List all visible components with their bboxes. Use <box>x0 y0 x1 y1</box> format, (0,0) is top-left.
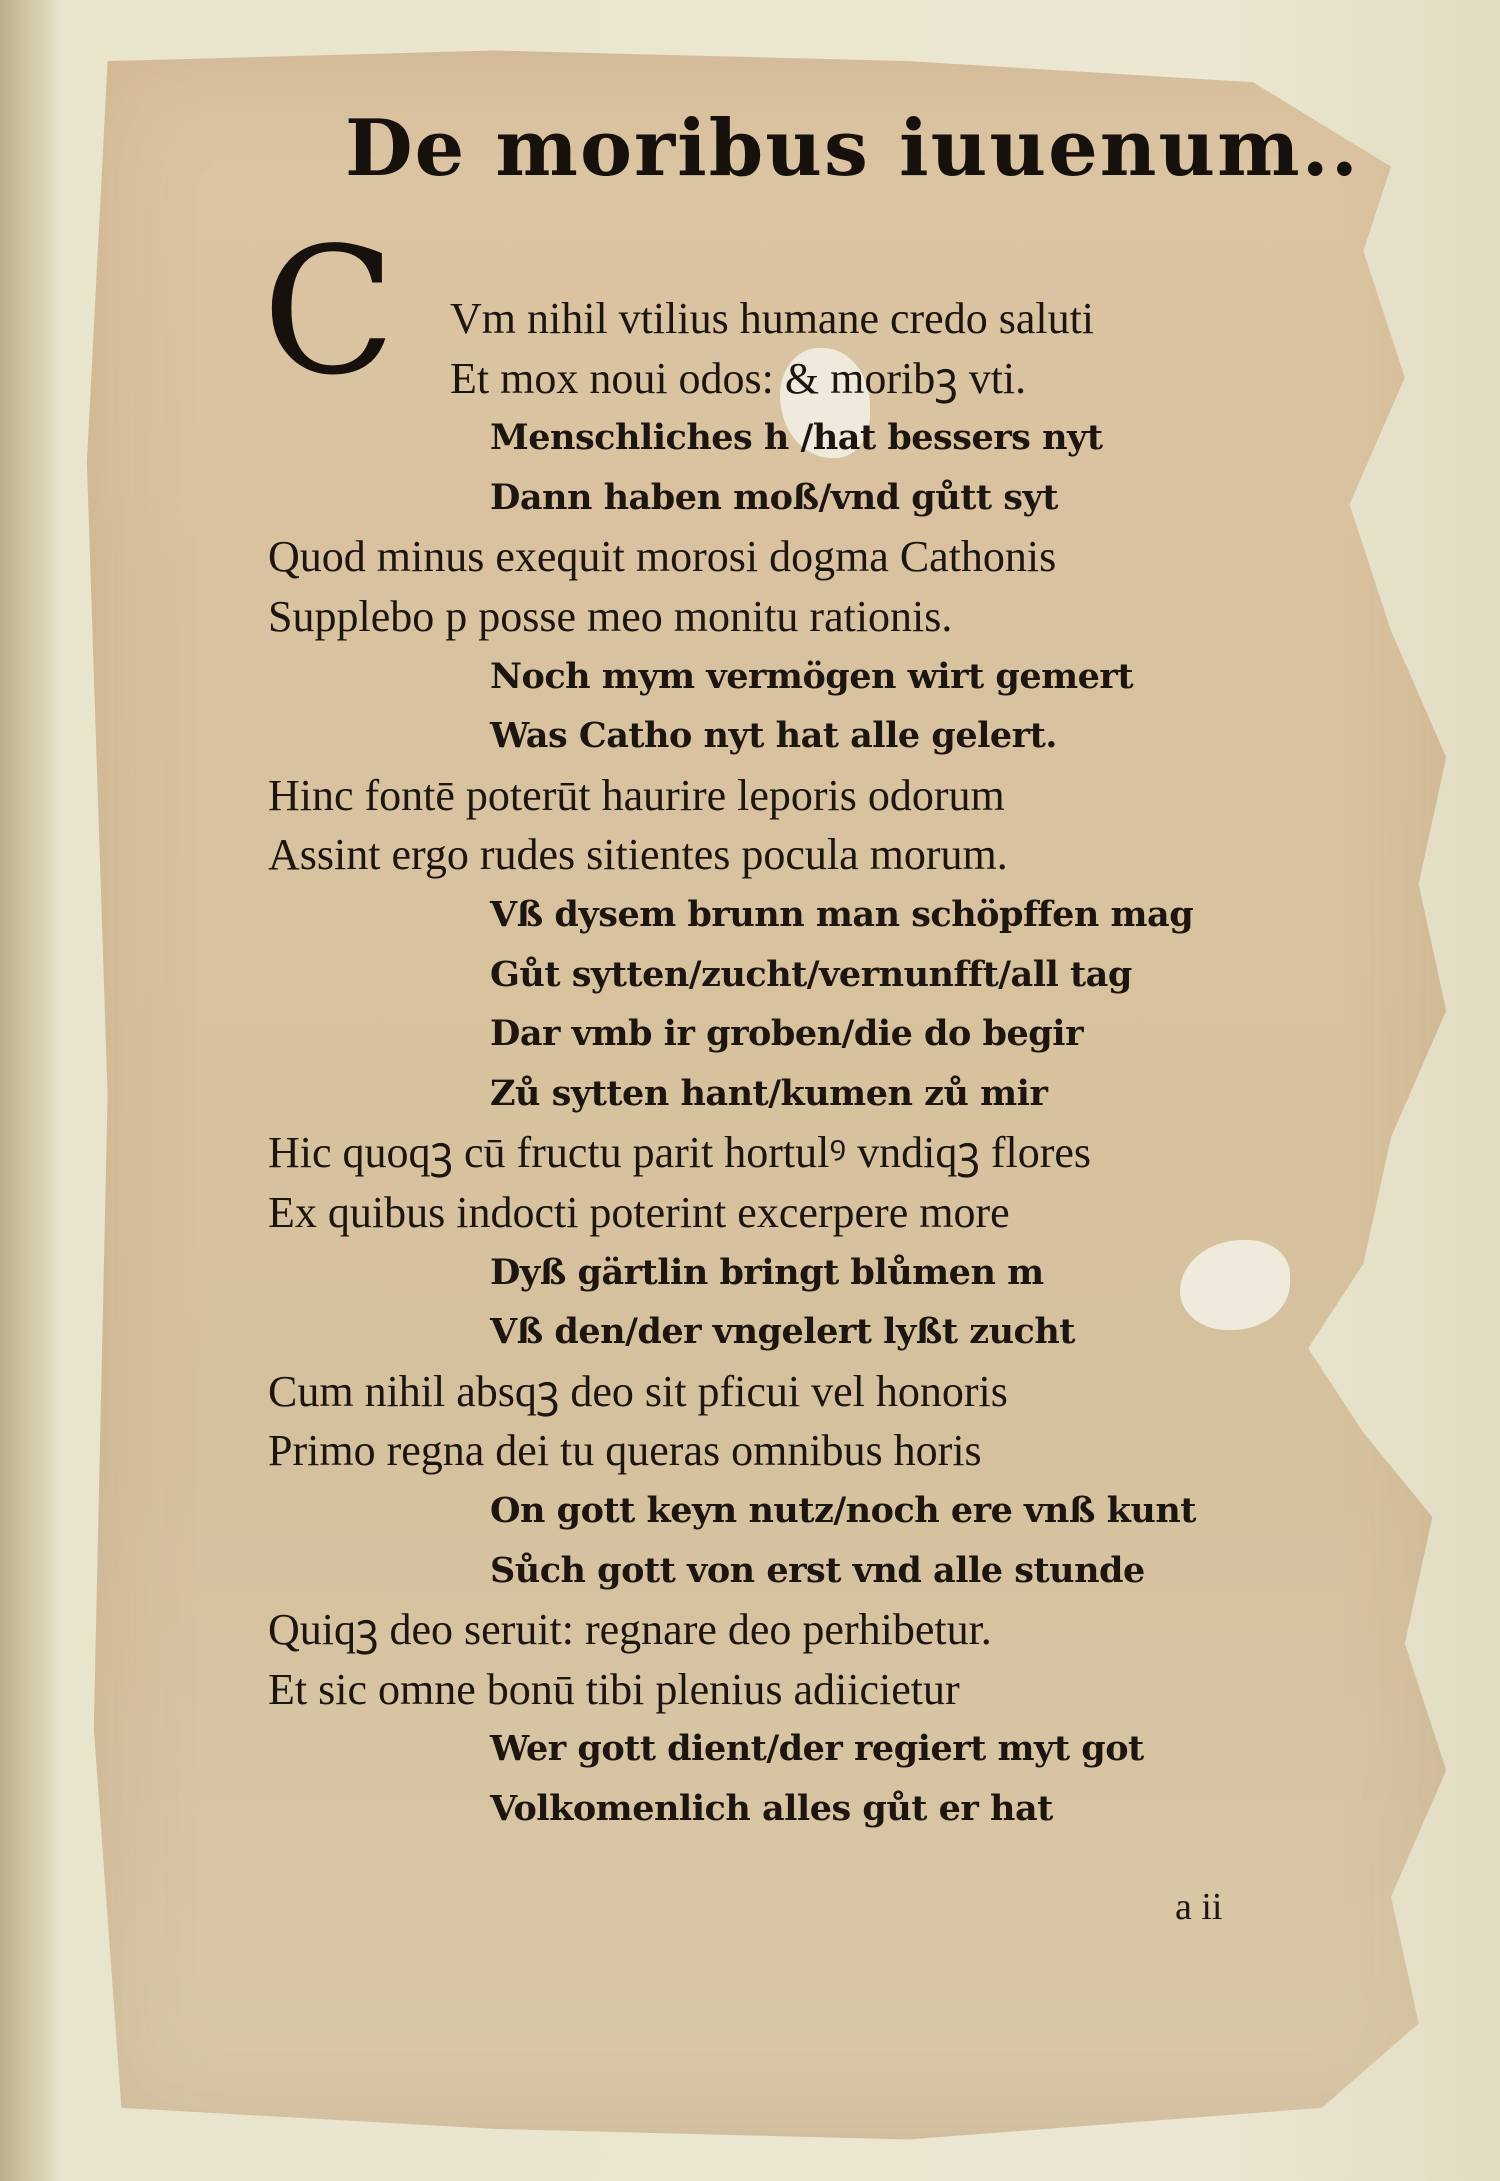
verse-line: Noch mym vermögen wirt gemert <box>490 655 1134 697</box>
page-title: De moribus iuuenum.. <box>345 103 1360 194</box>
folio-signature: a ii <box>1175 1886 1223 1928</box>
verse-line: Vß dysem brunn man schöpffen mag <box>490 894 1194 935</box>
verse-line: Et mox noui odos: & moribꝫ vti. <box>450 353 1027 403</box>
verse-line: Primo regna dei tu queras omnibus horis <box>268 1426 982 1476</box>
verse-line: Cum nihil absqꝫ deo sit pficui vel honoris <box>268 1366 1008 1416</box>
verse-line: Menschliches h /hat bessers nyt <box>490 417 1103 459</box>
verse-line: Supplebo p posse meo monitu rationis. <box>268 592 953 641</box>
verse-line: Quod minus exequit morosi dogma Cathonis <box>268 532 1057 582</box>
verse-line: Sůch gott von erst vnd alle stunde <box>490 1549 1145 1591</box>
verse-line: Dyß gärtlin bringt blůmen m <box>490 1251 1044 1293</box>
verse-line: Gůt sytten/zucht/vernunfft/all tag <box>490 953 1132 995</box>
verse-line: Volkomenlich alles gůt er hat <box>490 1788 1053 1829</box>
verse-line: Et sic omne bonū tibi plenius adiicietur <box>268 1664 960 1714</box>
verse-line: Vß den/der vngelert lyßt zucht <box>490 1311 1075 1353</box>
verse-line: Zů sytten hant/kumen zů mir <box>490 1072 1048 1114</box>
verse-line: Hic quoqꝫ cū fructu parit hortulꝰ vndiqꝫ flores <box>268 1128 1092 1178</box>
verse-line: Assint ergo rudes sitientes pocula morum. <box>268 830 1008 880</box>
verse-line: Wer gott dient/der regiert myt got <box>490 1728 1144 1770</box>
verse-line: Quiqꝫ deo seruit: regnare deo perhibetur. <box>268 1605 992 1655</box>
verse-line: Ex quibus indocti poterint excerpere more <box>268 1188 1010 1237</box>
decorated-initial: C <box>262 211 396 414</box>
verse-line: Vm nihil vtilius humane credo saluti <box>450 294 1095 343</box>
verse-line: Was Catho nyt hat alle gelert. <box>490 715 1057 757</box>
verse-line: On gott keyn nutz/noch ere vnß kunt <box>490 1490 1196 1531</box>
verse-line: Hinc fontē poterūt haurire leporis odorum <box>268 770 1005 820</box>
verse-line: Dann haben moß/vnd gůtt syt <box>490 476 1058 518</box>
verse-line: Dar vmb ir groben/die do begir <box>490 1013 1084 1055</box>
